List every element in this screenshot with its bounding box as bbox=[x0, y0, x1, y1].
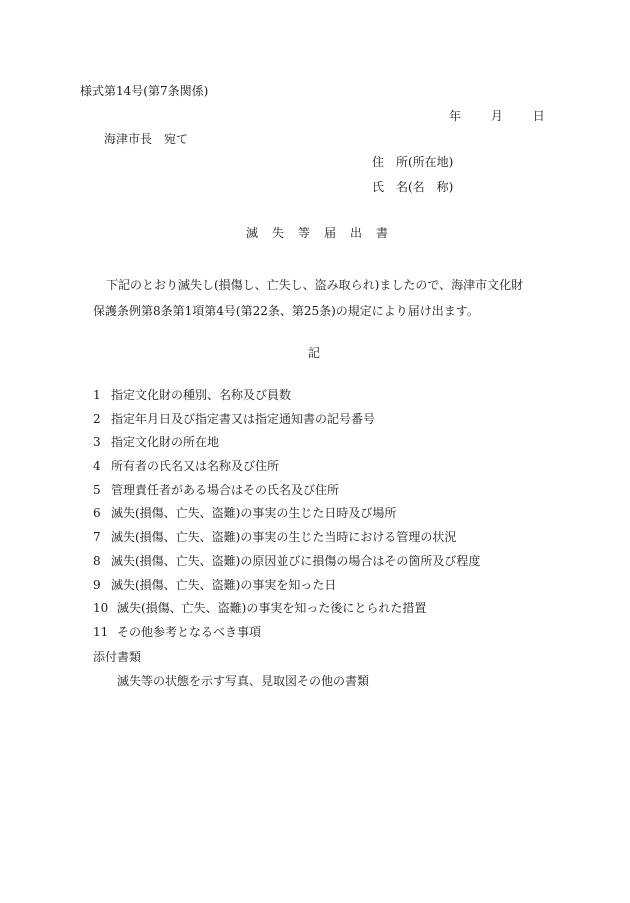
item-text: 滅失(損傷、亡失、盗難)の事実を知った後にとられた措置 bbox=[117, 601, 427, 616]
list-item bbox=[93, 530, 480, 554]
item-text: 管理責任者がある場合はその氏名及び住所 bbox=[111, 482, 340, 497]
form-number: 様式第14号(第7条関係) bbox=[80, 84, 209, 98]
attachments-text: 滅失等の状態を示す写真、見取図その他の書類 bbox=[117, 674, 370, 688]
item-list bbox=[93, 388, 480, 649]
list-item bbox=[93, 412, 480, 436]
list-item bbox=[93, 388, 480, 412]
addressee-name: 海津市長 bbox=[104, 132, 153, 146]
item-number: 1 bbox=[93, 388, 101, 402]
item-text: 滅失(損傷、亡失、盗難)の原因並びに損傷の場合はその箇所及び程度 bbox=[111, 553, 481, 568]
item-text: 滅失(損傷、亡失、盗難)の事実の生じた当時における管理の状況 bbox=[111, 530, 457, 545]
list-item bbox=[93, 459, 480, 483]
item-text: 滅失(損傷、亡失、盗難)の事実の生じた日時及び場所 bbox=[111, 506, 397, 521]
item-number: 11 bbox=[93, 624, 109, 639]
item-number: 5 bbox=[93, 482, 101, 497]
document-title: 滅失等届出書 bbox=[246, 226, 403, 240]
list-item bbox=[93, 625, 480, 649]
item-number: 10 bbox=[93, 601, 109, 616]
item-text: その他参考となるべき事項 bbox=[117, 624, 262, 639]
item-text: 指定年月日及び指定書又は指定通知書の記号番号 bbox=[111, 411, 376, 426]
list-item bbox=[93, 435, 480, 459]
date-line bbox=[449, 109, 545, 123]
item-text: 指定文化財の所在地 bbox=[111, 435, 220, 450]
item-text: 滅失(損傷、亡失、盗難)の事実を知った日 bbox=[111, 577, 337, 592]
body-paragraph bbox=[93, 272, 553, 324]
item-number: 9 bbox=[93, 577, 101, 592]
list-item bbox=[93, 483, 480, 507]
list-item bbox=[93, 578, 480, 602]
body-line-1: 下記のとおり滅失し(損傷し、亡失し、盗み取られ)ましたので、海津市文化財 bbox=[106, 278, 524, 292]
item-text: 指定文化財の種別、名称及び員数 bbox=[111, 388, 292, 402]
item-number: 4 bbox=[93, 459, 101, 474]
date-year: 年 bbox=[449, 109, 462, 123]
addressee-suffix: 宛て bbox=[164, 132, 189, 146]
list-item bbox=[93, 601, 480, 625]
item-number: 6 bbox=[93, 506, 101, 521]
body-line-2: 保護条例第8条第1項第4号(第22条、第25条)の規定により届け出ます。 bbox=[93, 304, 479, 318]
list-item bbox=[93, 554, 480, 578]
list-item bbox=[93, 506, 480, 530]
submitter-address-label: 住 所(所在地) bbox=[372, 155, 454, 169]
item-number: 2 bbox=[93, 411, 101, 426]
date-month: 月 bbox=[490, 109, 503, 123]
addressee bbox=[104, 132, 188, 146]
item-number: 8 bbox=[93, 553, 101, 568]
item-number: 3 bbox=[93, 435, 101, 450]
ki-heading: 記 bbox=[308, 346, 321, 360]
submitter-name-label: 氏 名(名 称) bbox=[372, 180, 454, 194]
date-day: 日 bbox=[532, 109, 545, 123]
item-number: 7 bbox=[93, 530, 101, 545]
item-text: 所有者の氏名又は名称及び住所 bbox=[111, 459, 280, 474]
attachments-label: 添付書類 bbox=[93, 650, 142, 664]
